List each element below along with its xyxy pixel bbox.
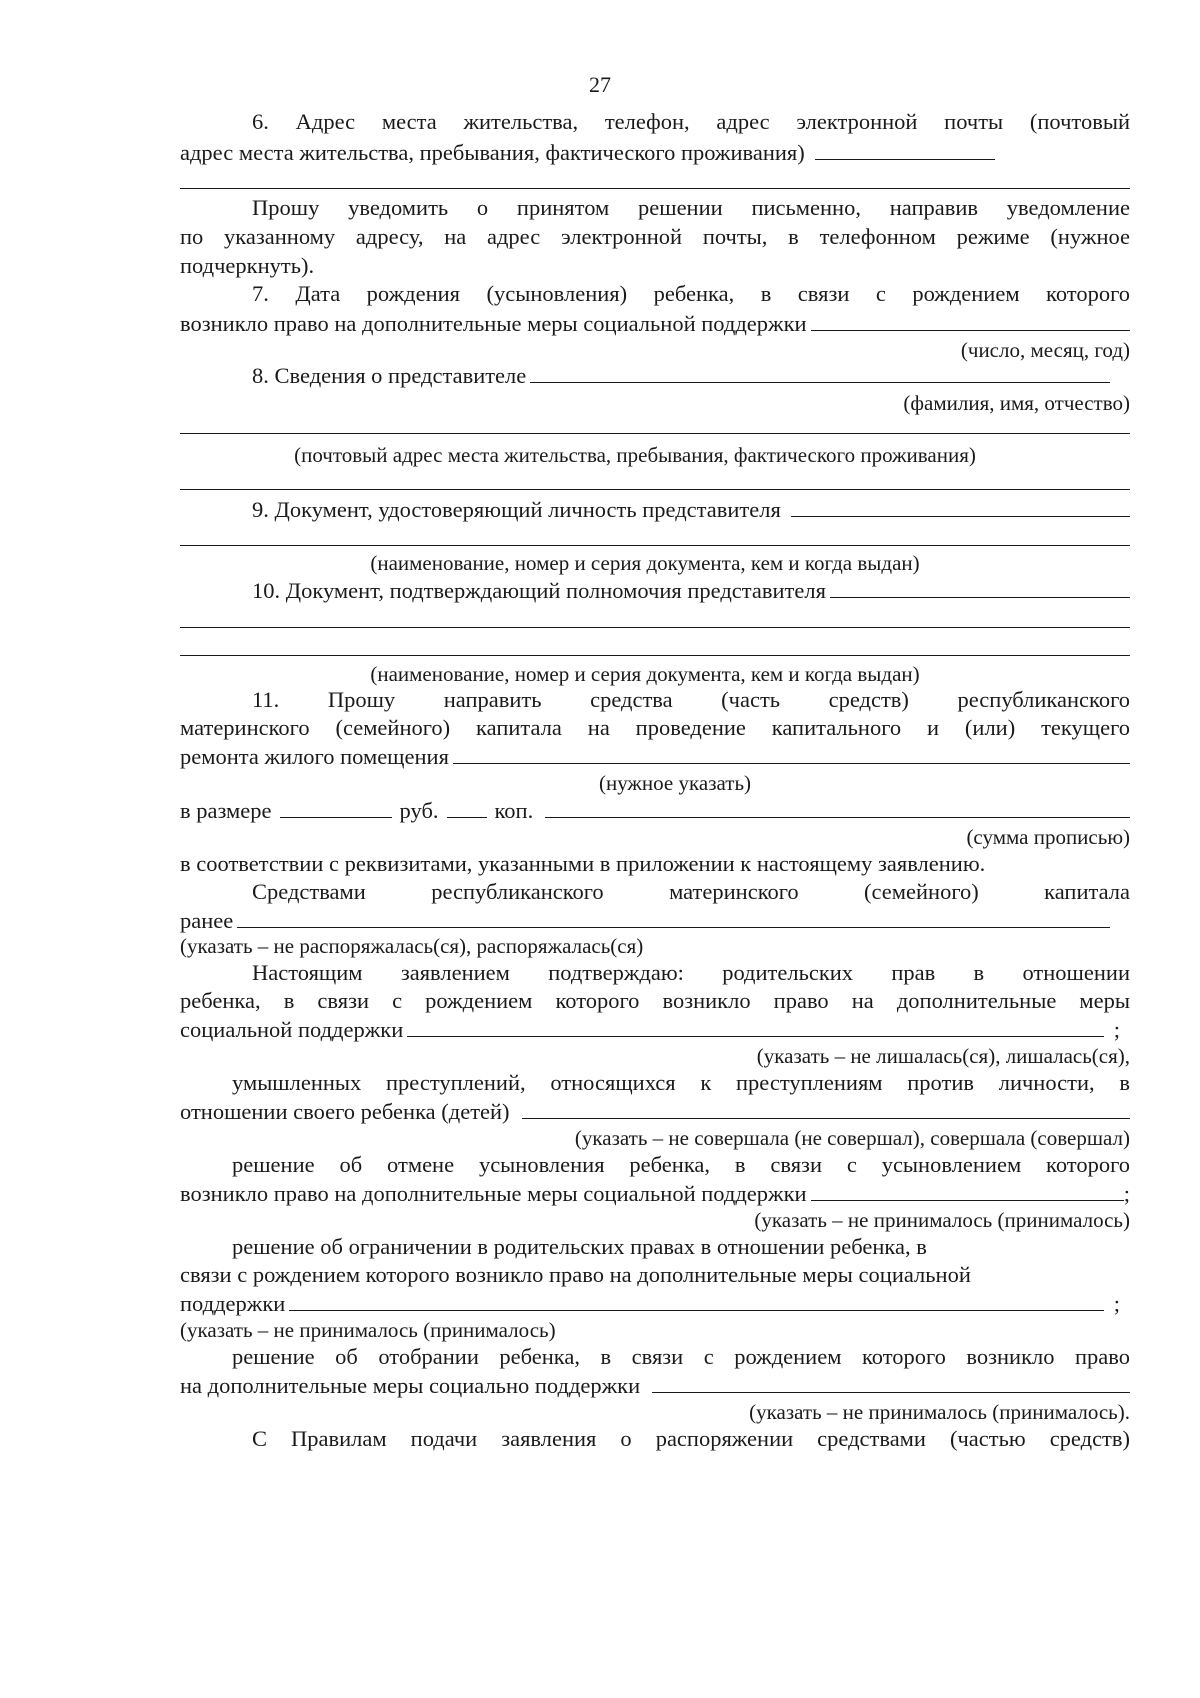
authority-document-field[interactable] — [830, 575, 1130, 598]
limit-line-2: связи с рождением которого возникло право на дополнительные меры социальной — [180, 1262, 971, 1287]
limit-line-1: решение об ограничении в родительских правах в отношении ребенка, в — [232, 1234, 927, 1259]
requisites-line: в соответствии с реквизитами, указанными в приложении к настоящему заявлению. — [180, 851, 986, 876]
confirm-line-1: Настоящим заявлением подтверждаю: родительских прав в отношении — [252, 960, 1130, 985]
repair-type-field[interactable] — [453, 741, 1130, 764]
item-9-caption: (наименование, номер и серия документа, кем и когда выдан) — [370, 551, 920, 575]
page-number: 27 — [589, 72, 611, 97]
authority-document-field-2[interactable] — [180, 627, 1130, 628]
earlier-disposal-field[interactable] — [237, 905, 1110, 928]
takeaway-line-2: на дополнительные меры социально поддержки — [180, 1370, 1130, 1401]
address-field-line-2[interactable] — [180, 188, 1130, 189]
earlier-line-2: ранее — [180, 905, 1110, 936]
item-6-line-1: 6. Адрес места жительства, телефон, адрес электронной почты (почтовый — [252, 109, 1130, 134]
rules-line: С Правилам подачи заявления о распоряжении средствами (частью средств) — [252, 1426, 1130, 1451]
child-removal-field[interactable] — [652, 1370, 1130, 1393]
item-10-line: 10. Документ, подтверждающий полномочия представителя — [180, 575, 1130, 606]
representative-address-field[interactable] — [180, 433, 1130, 434]
amount-rub-field[interactable] — [280, 795, 392, 818]
limit-line-3: поддержки ; — [180, 1288, 1120, 1319]
item-10-caption: (наименование, номер и серия документа, кем и когда выдан) — [370, 662, 920, 686]
confirm-line-2: ребенка, в связи с рождением которого возникло право на дополнительные меры — [180, 988, 1130, 1013]
notify-line-1: Прошу уведомить о принятом решении письменно, направив уведомление — [252, 195, 1130, 220]
item-11-line-2: материнского (семейного) капитала на проведение капитального и (или) текущего — [180, 715, 1130, 740]
amount-in-words-field[interactable] — [545, 795, 1130, 818]
crimes-field[interactable] — [522, 1096, 1130, 1119]
representative-name-field[interactable] — [530, 360, 1110, 383]
adopt-caption: (указать – не принималось (принималось) — [754, 1208, 1130, 1232]
identity-document-field[interactable] — [791, 494, 1130, 517]
parental-rights-field[interactable] — [407, 1014, 1103, 1037]
adopt-line-1: решение об отмене усыновления ребенка, в связи с усыновлением которого — [232, 1152, 1130, 1177]
item-8-caption: (фамилия, имя, отчество) — [903, 391, 1130, 415]
item-8-address-caption: (почтовый адрес места жительства, пребывания, фактического проживания) — [294, 443, 976, 467]
confirm-line-3: социальной поддержки ; — [180, 1014, 1120, 1045]
item-7-line-2: возникло право на дополнительные меры социальной поддержки — [180, 308, 1130, 339]
item-9-line: 9. Документ, удостоверяющий личность представителя — [180, 494, 1130, 525]
amount-kop-field[interactable] — [447, 795, 487, 818]
crimes-line-2: отношении своего ребенка (детей) — [180, 1096, 1130, 1127]
amount-caption: (сумма прописью) — [966, 825, 1130, 849]
takeaway-line-1: решение об отобрании ребенка, в связи с рождением которого возникло право — [232, 1344, 1130, 1369]
item-11-line-3: ремонта жилого помещения — [180, 741, 1130, 772]
rights-limit-field[interactable] — [289, 1288, 1103, 1311]
item-7-line-1: 7. Дата рождения (усыновления) ребенка, в связи с рождением которого — [252, 281, 1130, 306]
authority-document-field-3[interactable] — [180, 655, 1130, 656]
adopt-line-2: возникло право на дополнительные меры социальной поддержки ; — [180, 1178, 1130, 1209]
address-field[interactable] — [815, 137, 995, 160]
item-11-line-1: 11. Прошу направить средства (часть средств) республиканского — [252, 687, 1130, 712]
notify-line-2: по указанному адресу, на адрес электронной почты, в телефонном режиме (нужное — [180, 224, 1130, 249]
identity-document-field-2[interactable] — [180, 545, 1130, 546]
crimes-line-1: умышленных преступлений, относящихся к преступлениям против личности, в — [232, 1070, 1130, 1095]
crimes-caption: (указать – не совершала (не совершал), совершала (совершал) — [574, 1126, 1130, 1150]
limit-caption: (указать – не принималось (принималось) — [180, 1318, 556, 1342]
representative-address-field-2[interactable] — [180, 489, 1130, 490]
notify-line-3: подчеркнуть). — [180, 253, 315, 278]
amount-line: в размере руб. коп. — [180, 795, 1130, 826]
earlier-caption: (указать – не распоряжалась(ся), распоряжалась(ся) — [180, 934, 644, 958]
item-11-caption: (нужное указать) — [598, 771, 752, 795]
takeaway-caption: (указать – не принималось (принималось). — [749, 1400, 1130, 1424]
confirm-caption: (указать – не лишалась(ся), лишалась(ся), — [756, 1044, 1130, 1068]
item-7-caption: (число, месяц, год) — [960, 338, 1130, 362]
item-6-line-2: адрес места жительства, пребывания, фактического проживания) — [180, 137, 1130, 168]
earlier-line-1: Средствами республиканского материнского (семейного) капитала — [252, 879, 1130, 904]
birth-date-field[interactable] — [811, 308, 1130, 331]
adoption-cancel-field[interactable] — [811, 1178, 1124, 1201]
item-8-line: 8. Сведения о представителе — [180, 360, 1110, 391]
